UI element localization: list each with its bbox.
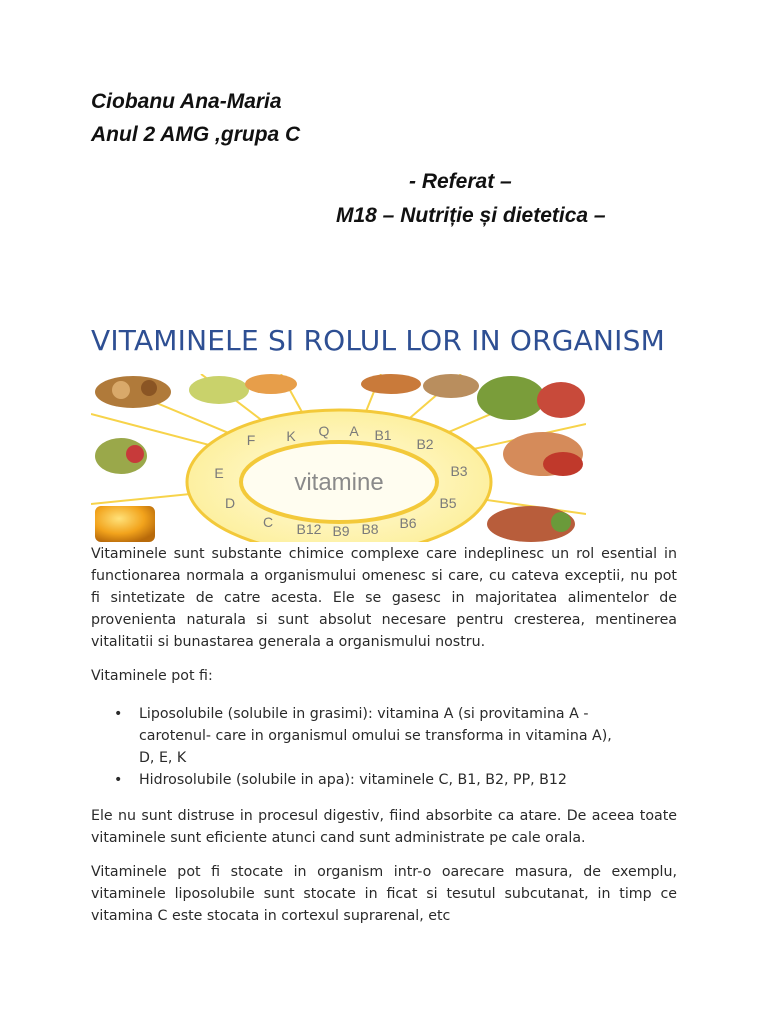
letter: Q (318, 423, 330, 439)
letter: B5 (439, 495, 457, 511)
document-type: - Referat – (409, 170, 512, 193)
list-item (91, 769, 631, 791)
letter: B1 (374, 427, 392, 443)
author-name: Ciobanu Ana-Maria (91, 90, 282, 113)
letter: B9 (332, 523, 350, 539)
letter: D (224, 495, 236, 511)
vitamin-types-list (91, 703, 631, 791)
module-name: M18 – Nutriție și dietetica – (336, 204, 606, 227)
vitamins-illustration (91, 374, 586, 542)
letter: B12 (296, 521, 322, 537)
page-title: VITAMINELE SI ROLUL LOR IN ORGANISM (91, 324, 665, 357)
letter: A (349, 423, 359, 439)
center-word: vitamine (294, 469, 384, 496)
letter: C (262, 514, 274, 530)
list-item-text: Liposolubile (solubile in grasimi): vitamina A (si provitamina A - carotenul- care in organismul omului se transforma in vitamina A), D, E, K (139, 706, 612, 766)
letter: F (246, 432, 256, 448)
digestion-paragraph: Ele nu sunt distruse in procesul digestiv, fiind absorbite ca atare. De aceea toate vitaminele sunt eficiente atunci cand sunt administrate pe cale orala. (91, 808, 677, 846)
list-item-text: Hidrosolubile (solubile in apa): vitaminele C, B1, B2, PP, B12 (139, 772, 567, 788)
letter: B2 (416, 436, 434, 452)
letter: E (214, 465, 224, 481)
letter: B8 (361, 521, 379, 537)
letter: K (286, 428, 296, 444)
bullet-icon: • (114, 772, 123, 788)
letter: B3 (450, 463, 468, 479)
intro-paragraph: Vitaminele sunt substante chimice complexe care indeplinesc un rol esential in functionarea normala a organismului omenesc si care, cu cateva exceptii, nu pot fi sintetizate de catre acesta. Ele se gasesc in majoritatea alimentelor de provenienta naturala si sunt absolut necesare pentru cresterea, mentinerea vitalitatii si bunastarea generala a organismului nostru. (91, 546, 677, 650)
bullet-icon: • (114, 706, 123, 722)
list-item (91, 703, 631, 769)
storage-paragraph: Vitaminele pot fi stocate in organism intr-o oarecare masura, de exemplu, vitaminele liposolubile sunt stocate in ficat si tesutul subcutanat, in timp ce vitamina C este stocata in cortexul suprarenal, etc (91, 864, 677, 924)
types-heading: Vitaminele pot fi: (91, 668, 213, 684)
letter: B6 (399, 515, 417, 531)
author-group: Anul 2 AMG ,grupa C (91, 123, 301, 146)
